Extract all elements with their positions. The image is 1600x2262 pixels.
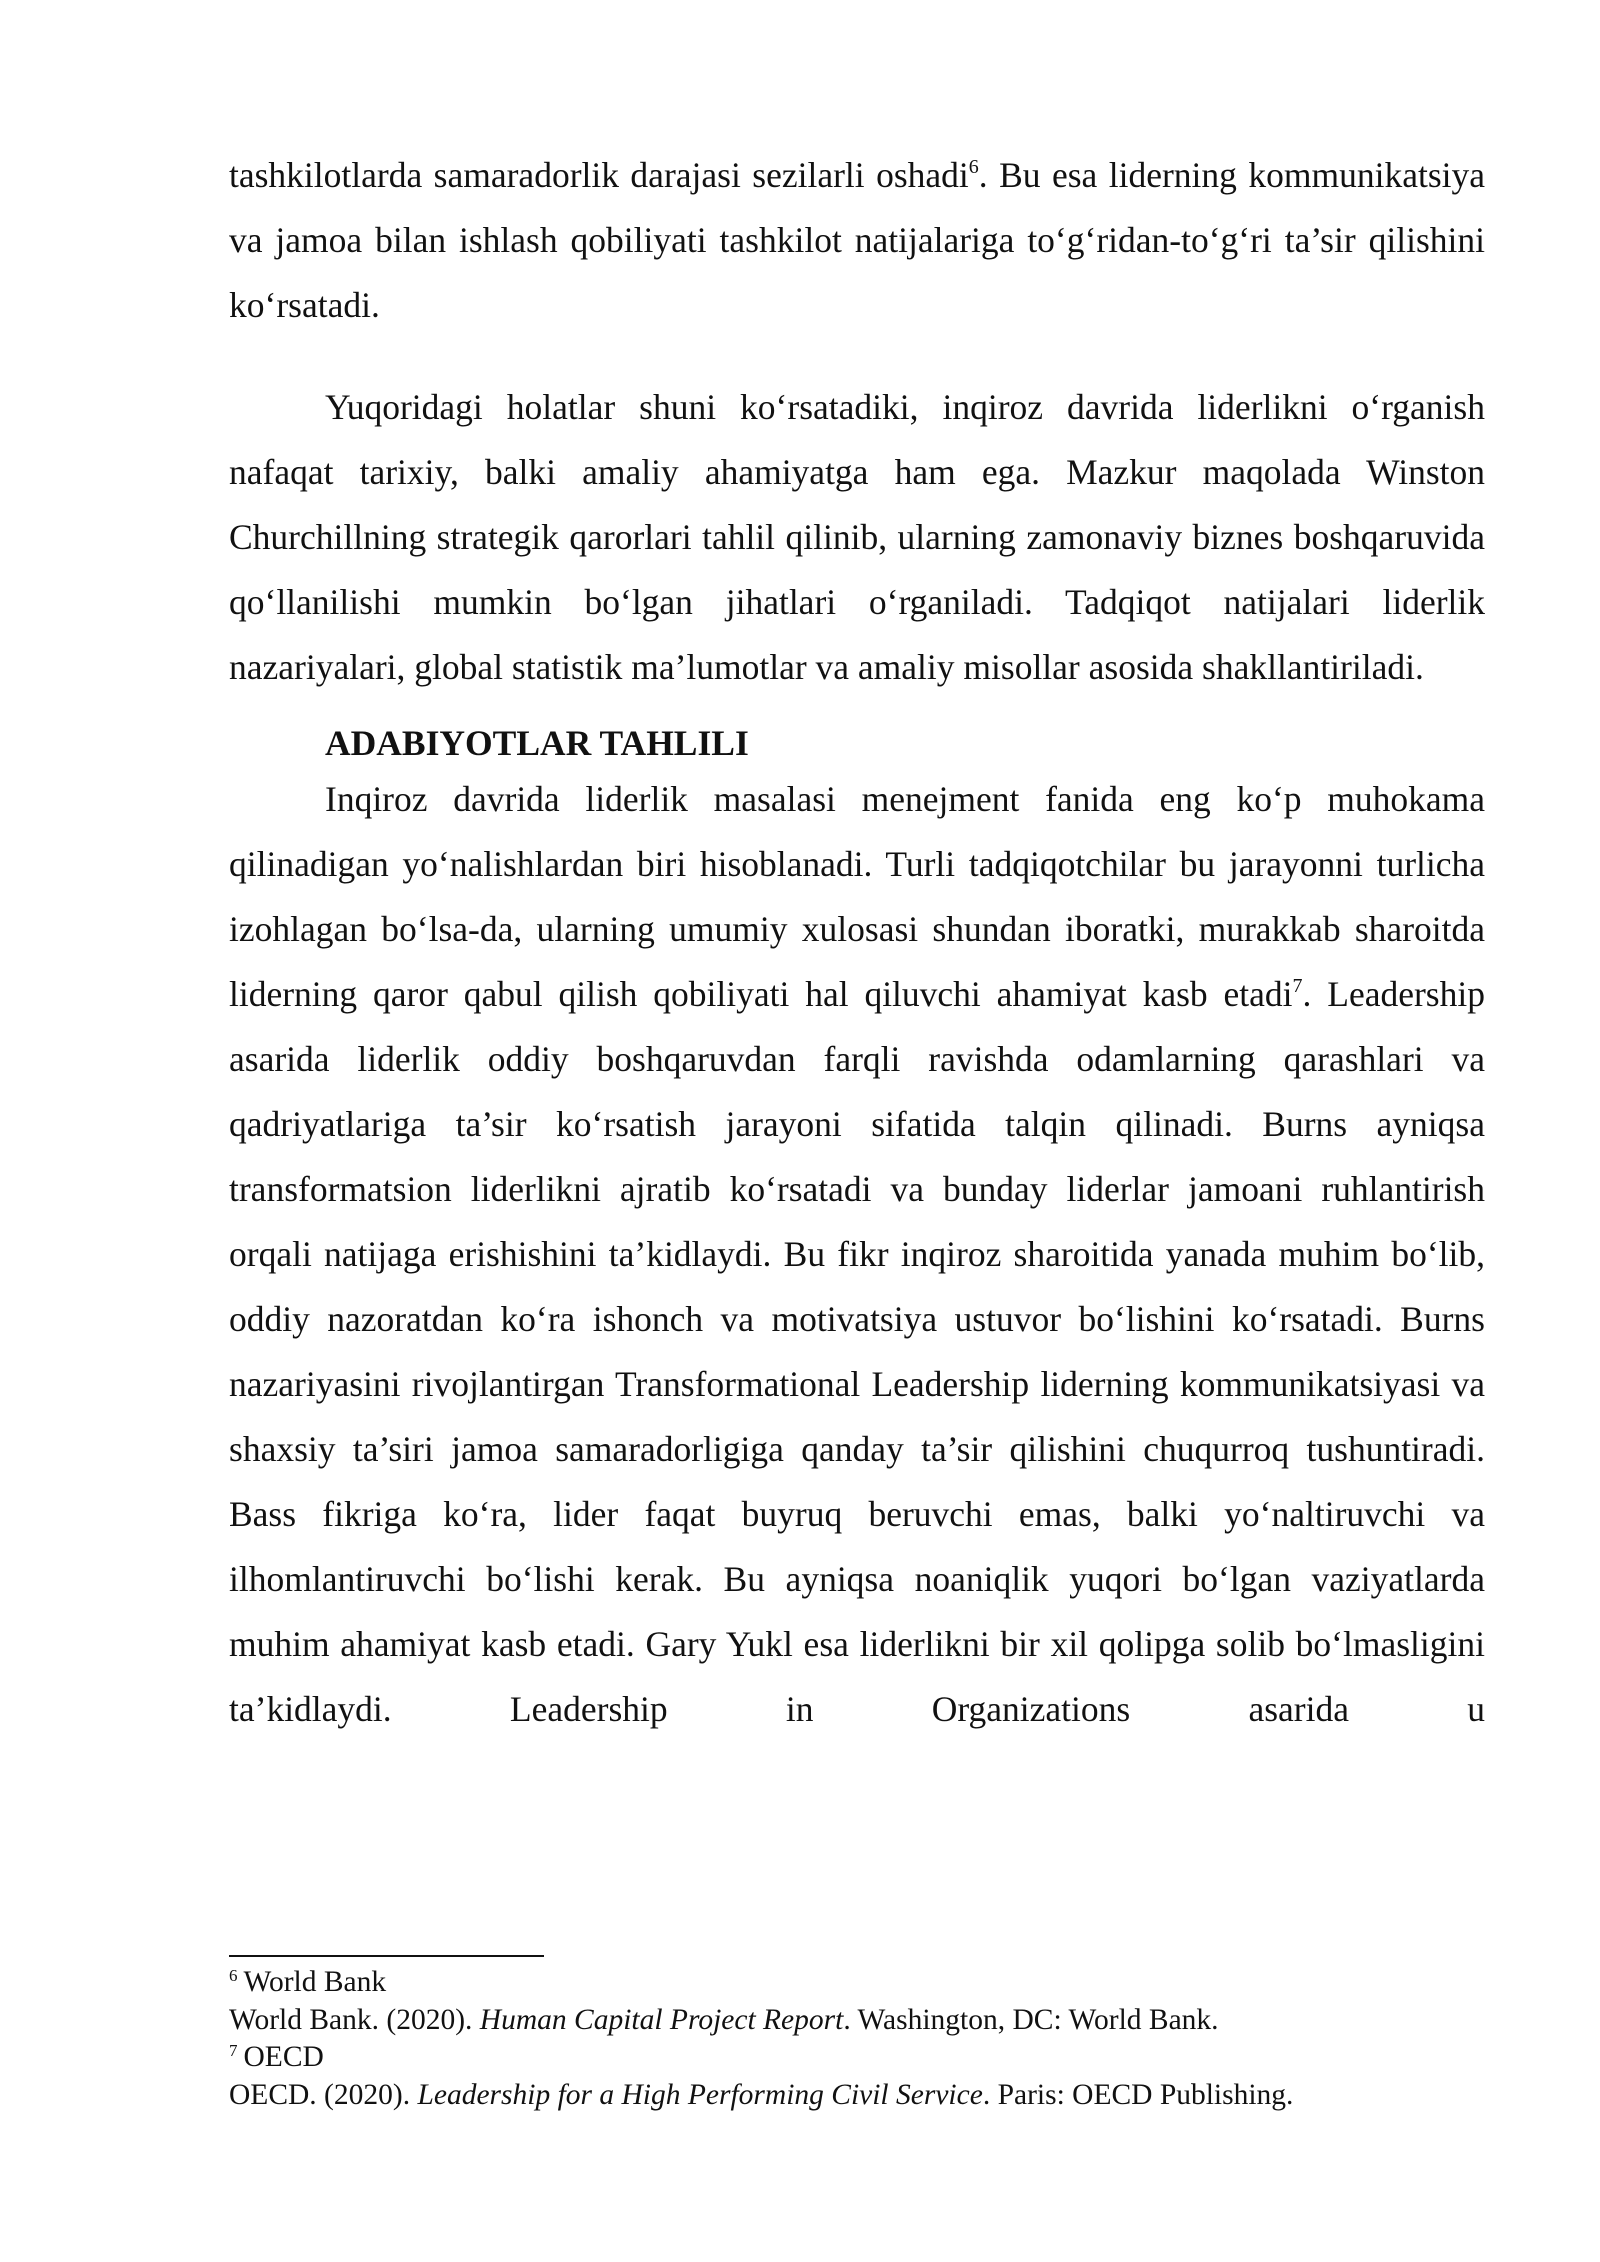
paragraph-text: . Bu esa liderning kommunikatsiya va jamoa bilan ishlash qobiliyati tashkilot natijalariga to‘g‘ridan-to‘g‘ri ta’sir qilishini ko‘rsatadi. xyxy=(229,155,1485,325)
paragraph xyxy=(229,767,1485,1742)
citation-title: Human Capital Project Report xyxy=(479,2003,844,2036)
footnote-label xyxy=(229,2039,1529,2077)
paragraph-text: . Leadership asarida liderlik oddiy boshqaruvdan farqli ravishda odamlarning qarashlari va qadriyatlariga ta’sir ko‘rsatish jarayoni sifatida talqin qilinadi. Burns ayniqsa transformatsion liderlikni ajratib ko‘rsatadi va bunday liderlar jamoani ruhlantirish orqali natijaga erishishini ta’kidlaydi. Bu fikr inqiroz sharoitida yanada muhim bo‘lib, oddiy nazoratdan ko‘ra ishonch va motivatsiya ustuvor bo‘lishini ko‘rsatadi. Burns nazariyasini rivojlantirgan Transformational Leadership liderning kommunikatsiyasi va shaxsiy ta’siri jamoa samaradorligiga qanday ta’sir qilishini chuqurroq tushuntiradi. Bass fikriga ko‘ra, lider faqat buyruq beruvchi emas, balki yo‘naltiruvchi va ilhomlantiruvchi bo‘lishi kerak. Bu ayniqsa noaniqlik yuqori bo‘lgan vaziyatlarda muhim ahamiyat kasb etadi. Gary Yukl esa liderlikni bir xil qolipga solib bo‘lmasligini ta’kidlaydi. Leadership in Organizations asarida u xyxy=(229,974,1485,1729)
paragraph-continued xyxy=(229,143,1485,338)
paragraph: Yuqoridagi holatlar shuni ko‘rsatadiki, inqiroz davrida liderlikni o‘rganish nafaqat tarixiy, balki amaliy ahamiyatga ham ega. Mazkur maqolada Winston Churchillning strategik qarorlari tahlil qilinib, ularning zamonaviy biznes boshqaruvida qo‘llanilishi mumkin bo‘lgan jihatlari o‘rganiladi. Tadqiqot natijalari liderlik nazariyalari, global statistik ma’lumotlar va amaliy misollar asosida shakllantiriladi. xyxy=(229,387,1485,687)
paragraph-spacer xyxy=(229,338,1485,375)
footnote-citation xyxy=(229,2077,1529,2115)
footnote-source: OECD xyxy=(243,2041,324,2073)
citation-title: Leadership for a High Performing Civil Service xyxy=(417,2078,983,2111)
footnote-citation xyxy=(229,2002,1529,2040)
citation-text: World Bank. (2020). xyxy=(229,2003,480,2036)
citation-text: . Washington, DC: World Bank. xyxy=(843,2003,1219,2036)
paragraph-text: Inqiroz davrida liderlik masalasi menejment fanida eng ko‘p muhokama qilinadigan yo‘nalishlardan biri hisoblanadi. Turli tadqiqotchilar bu jarayonni turlicha izohlagan bo‘lsa-da, ularning umumiy xulosasi shundan iboratki, murakkab sharoitda liderning qaror qabul qilish qobiliyati hal qiluvchi ahamiyat kasb etadi xyxy=(229,779,1485,1014)
footnote-separator xyxy=(229,1955,544,1957)
section-heading: ADABIYOTLAR TAHLILI xyxy=(325,723,749,763)
footnotes xyxy=(229,1964,1529,2114)
body-text xyxy=(229,143,1485,1742)
footnote-label xyxy=(229,1964,1529,2002)
footnote-ref: 6 xyxy=(968,156,979,178)
citation-text: . Paris: OECD Publishing. xyxy=(982,2078,1294,2111)
citation-text: OECD. (2020). xyxy=(229,2078,418,2111)
footnote-number: 7 xyxy=(229,2041,238,2060)
footnote-number: 6 xyxy=(229,1966,238,1985)
footnote-source: World Bank xyxy=(243,1966,387,1998)
footnote-ref: 7 xyxy=(1292,975,1303,997)
paragraph-text: tashkilotlarda samaradorlik darajasi sezilarli oshadi xyxy=(229,155,969,195)
